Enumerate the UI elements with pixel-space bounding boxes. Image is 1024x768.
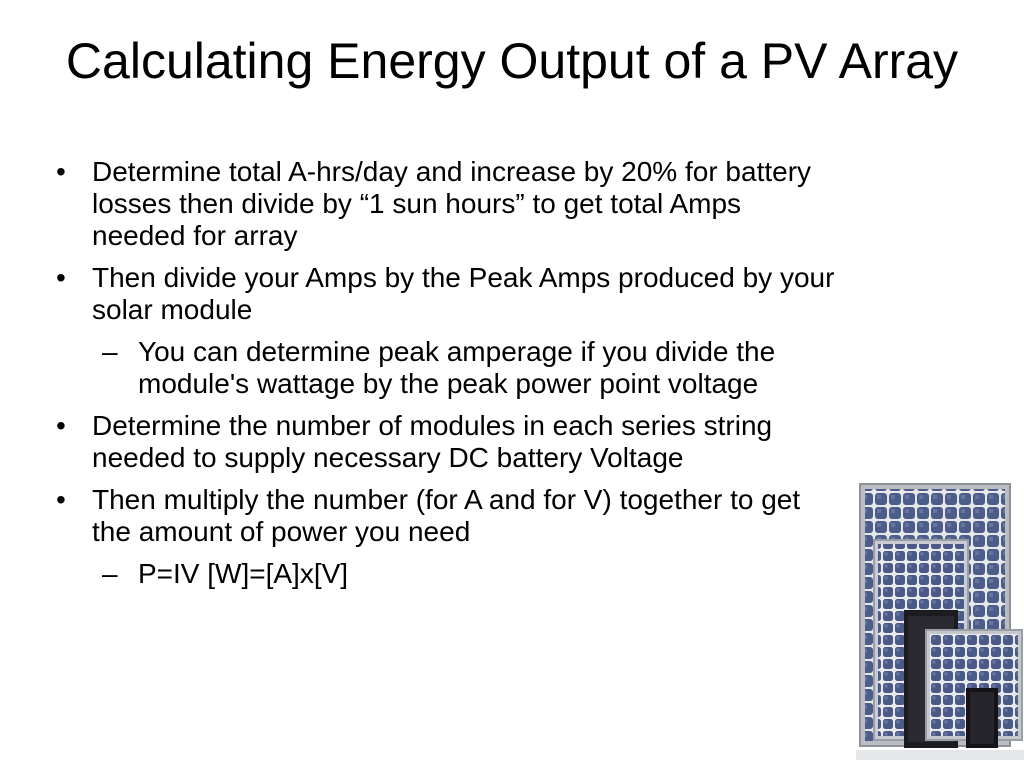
sub-bullet-marker: – [102,336,118,367]
sub-bullet-marker: – [102,558,118,589]
sub-bullet-text: P=IV [W]=[A]x[V] [138,558,349,589]
slide-title: Calculating Energy Output of a PV Array [65,33,959,89]
bullet-item [56,262,836,326]
sub-bullet-item [56,558,836,590]
bullet-marker: • [56,156,66,187]
sub-bullet-item [56,336,836,400]
sub-bullet-text: You can determine peak amperage if you divide the module's wattage by the peak power point voltage [138,336,776,399]
bullet-text: Determine total A-hrs/day and increase by 20% for battery losses then divide by “1 sun hours” to get total Amps needed for array [92,156,812,251]
bullet-text: Determine the number of modules in each series string needed to supply necessary DC battery Voltage [92,410,773,473]
bullet-marker: • [56,262,66,293]
bullet-item [56,156,836,252]
bullet-item [56,410,836,474]
bullet-marker: • [56,410,66,441]
bullet-item [56,484,836,548]
bullet-text: Then multiply the number (for A and for V) together to get the amount of power you need [92,484,801,547]
bullet-list [56,156,836,600]
solar-panels-icon [846,478,1024,768]
bullet-marker: • [56,484,66,515]
bullet-text: Then divide your Amps by the Peak Amps produced by your solar module [92,262,835,325]
